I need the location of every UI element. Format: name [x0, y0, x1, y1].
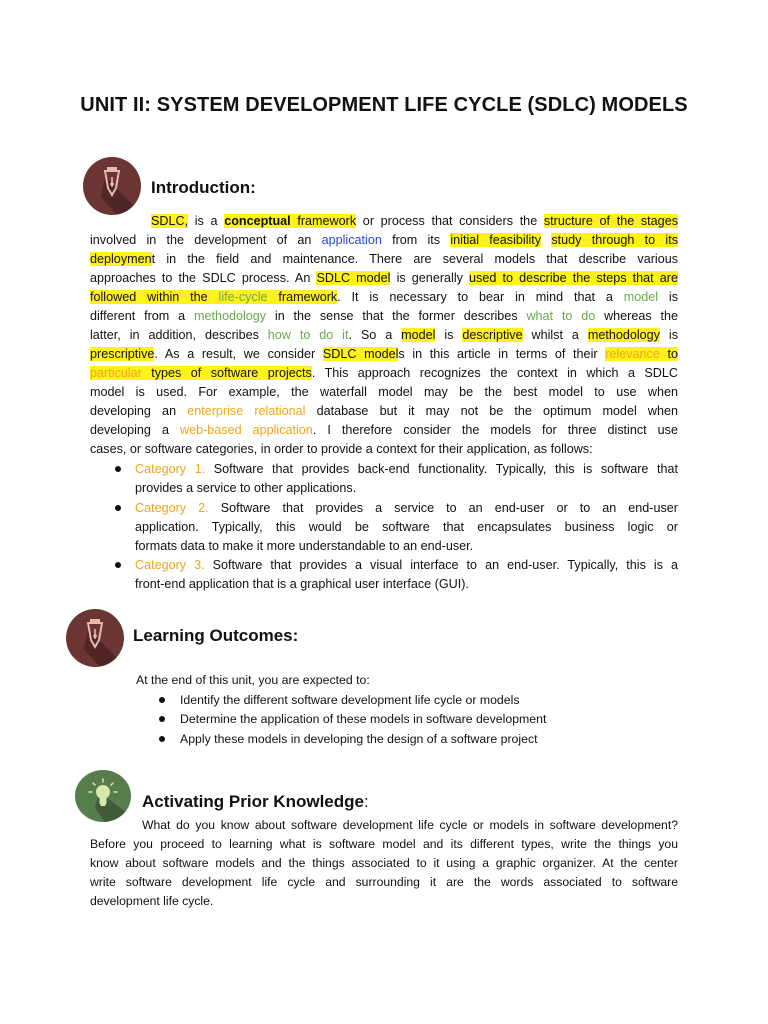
pen-nib-icon: [83, 157, 141, 215]
intro-line-13: cases, or software categories, in order to provide a context for their application, as follows:: [90, 442, 593, 456]
intro-line-1: SDLC, is a conceptual framework or process that considers the structure of the stages: [151, 214, 678, 228]
intro-line-3: deployment in the field and maintenance. There are several models that describe various: [90, 252, 678, 266]
activating-icon-badge: [75, 770, 131, 822]
outcome-item: Determine the application of these models in software development: [180, 712, 547, 726]
outcome-bullet-dot: [159, 736, 165, 742]
page-title: UNIT II: SYSTEM DEVELOPMENT LIFE CYCLE (SDLC) MODELS: [80, 94, 688, 116]
category-bullet-dot: [115, 505, 121, 511]
learning-heading: Learning Outcomes:: [133, 626, 299, 645]
intro-line-12: developing a web-based application. I therefore consider the models for three distinct use: [90, 423, 678, 437]
intro-line-5: followed within the life-cycle framework. It is necessary to bear in mind that a model is: [90, 290, 678, 304]
intro-line-8: prescriptive. As a result, we consider SDLC models in this article in terms of their relevance to: [90, 347, 678, 361]
introduction-icon-badge: [83, 157, 141, 215]
outcome-item: Identify the different software development life cycle or models: [180, 693, 520, 707]
intro-line-11: developing an enterprise relational database but it may not be the optimum model when: [90, 404, 678, 418]
outcome-bullet-dot: [159, 716, 165, 722]
intro-line-6: different from a methodology in the sense that the former describes what to do whereas the: [90, 309, 679, 323]
pen-nib-icon: [66, 609, 124, 667]
category-bullet-dot: [115, 562, 121, 568]
introduction-paragraph: [90, 212, 678, 459]
intro-line-7: latter, in addition, describes how to do it. So a model is descriptive whilst a methodology is: [90, 328, 678, 342]
intro-line-2: involved in the development of an application from its initial feasibility study through to its: [90, 233, 678, 247]
activating-paragraph: What do you know about software development life cycle or models in software development? Before you proceed to learning what is software model and its different types, write the things you know about software models and the things associated to it using a graphic organizer. At the center write software development life cycle and surrounding it are the words associated to software development life cycle.: [90, 818, 678, 908]
intro-line-4: approaches to the SDLC process. An SDLC model is generally used to describe the steps that are: [90, 271, 678, 285]
category-bullet-dot: [115, 466, 121, 472]
outcome-bullet-dot: [159, 697, 165, 703]
category-item: Category 3. Software that provides a visual interface to an end-user. Typically, this is a front-end application that is a graphical user interface (GUI).: [135, 558, 678, 591]
category-item: Category 1. Software that provides back-end functionality. Typically, this is software that provides a service to other applications.: [135, 462, 679, 495]
learning-intro: At the end of this unit, you are expected to:: [136, 673, 370, 687]
introduction-heading: Introduction:: [151, 178, 256, 197]
outcome-item: Apply these models in developing the design of a software project: [180, 732, 538, 746]
intro-line-9: particular types of software projects. This approach recognizes the context in which a SDLC: [90, 366, 678, 380]
category-item: Category 2. Software that provides a service to an end-user or to an end-user application. Typically, this would be software that encapsulates business logic or formats data to make it more understandable to an end-user.: [135, 501, 678, 553]
activating-heading: Activating Prior Knowledge:: [142, 792, 369, 811]
intro-line-10: model is used. For example, the waterfall model may be the best model to use when: [90, 385, 678, 399]
lightbulb-icon: [75, 770, 131, 822]
learning-icon-badge: [66, 609, 124, 667]
